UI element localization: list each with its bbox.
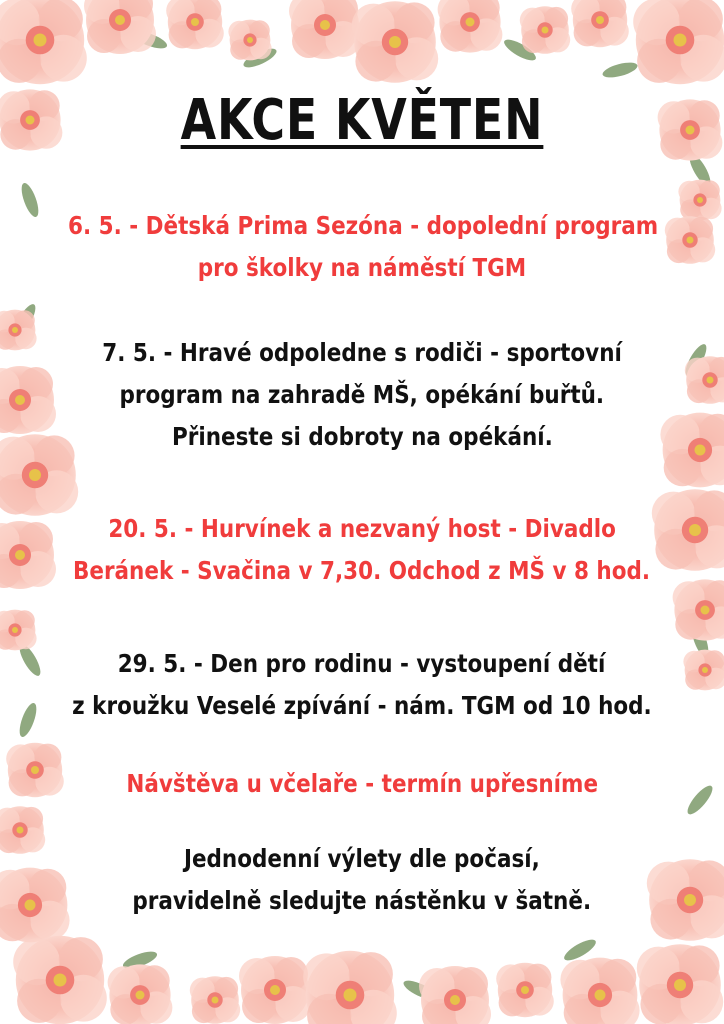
- event-3-line-2-text: Beránek - Svačina v 7,30. Odchod z MŠ v 8 hod.: [73, 556, 651, 585]
- event-item-4: [20, 643, 704, 727]
- event-item-3: [20, 508, 704, 592]
- event-item-5: [20, 763, 704, 805]
- event-6-line-2: [20, 880, 704, 922]
- event-4-line-1-text: 29. 5. - Den pro rodinu - vystoupení dětí: [118, 649, 606, 678]
- event-item-2: [20, 332, 704, 458]
- event-item-6: [20, 838, 704, 922]
- event-4-line-2: [20, 685, 704, 727]
- event-6-line-2-text: pravidelně sledujte nástěnku v šatně.: [132, 886, 592, 915]
- event-1-line-1: [20, 205, 704, 247]
- page-title: [65, 88, 659, 153]
- event-1-line-2: [20, 247, 704, 289]
- event-6-line-1-text: Jednodenní výlety dle počasí,: [184, 844, 540, 873]
- page-title-text: AKCE KVĚTEN: [180, 88, 544, 153]
- event-3-line-1: [20, 508, 704, 550]
- event-3-line-2: [20, 550, 704, 592]
- event-1-line-2-text: pro školky na náměstí TGM: [197, 253, 527, 282]
- event-6-line-1: [20, 838, 704, 880]
- event-item-1: [20, 205, 704, 289]
- event-2-line-1-text: 7. 5. - Hravé odpoledne s rodiči - sportovní: [102, 338, 622, 367]
- event-2-line-2: [20, 374, 704, 416]
- event-5-line-1-text: Návštěva u včelaře - termín upřesníme: [126, 769, 598, 798]
- event-2-line-2-text: program na zahradě MŠ, opékání buřtů.: [119, 380, 605, 409]
- event-1-line-1-text: 6. 5. - Dětská Prima Sezóna - dopolední program: [68, 211, 659, 240]
- event-2-line-3: [20, 416, 704, 458]
- event-4-line-1: [20, 643, 704, 685]
- event-3-line-1-text: 20. 5. - Hurvínek a nezvaný host - Divadlo: [108, 514, 616, 543]
- event-2-line-3-text: Přineste si dobroty na opékání.: [171, 422, 553, 451]
- event-2-line-1: [20, 332, 704, 374]
- event-4-line-2-text: z kroužku Veselé zpívání - nám. TGM od 10 hod.: [72, 691, 652, 720]
- event-5-line-1: [20, 763, 704, 805]
